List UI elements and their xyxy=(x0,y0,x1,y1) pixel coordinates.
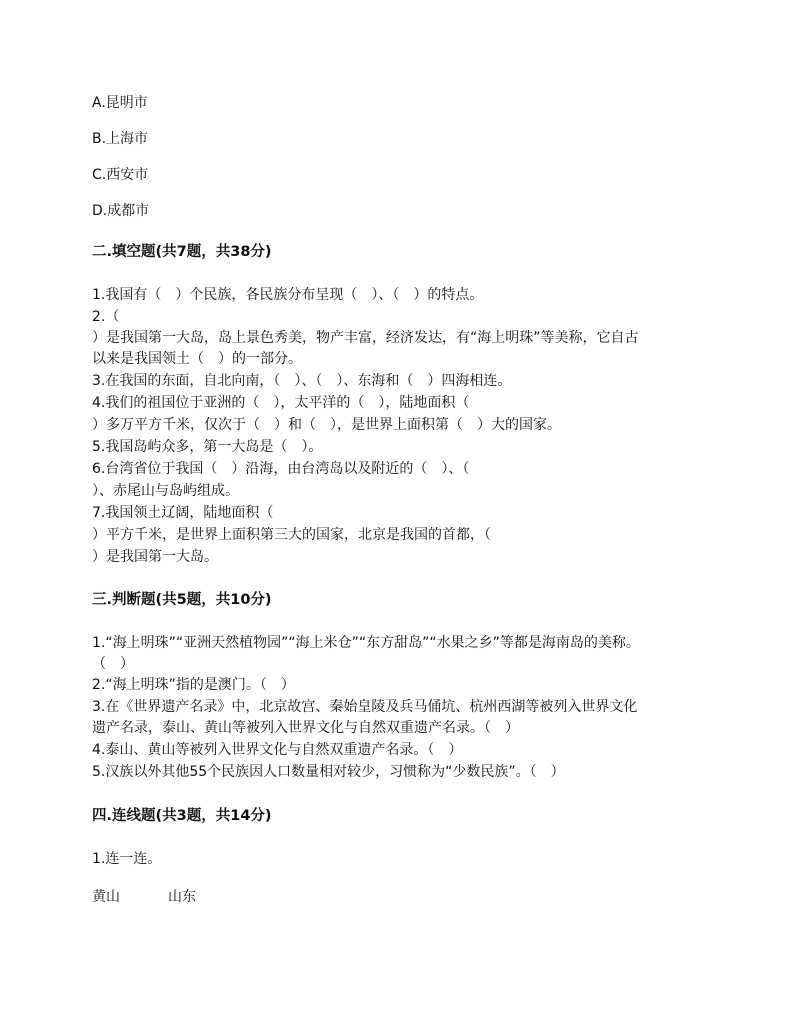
question-line: 5.汉族以外其他55个民族因人口数量相对较少，习惯称为“少数民族”。（ ） xyxy=(92,764,565,780)
question-line: 2.“海上明珠”指的是澳门。（ ） xyxy=(92,677,295,693)
question-line: 1.我国有（ ）个民族，各民族分布呈现（ ）、（ ）的特点。 xyxy=(92,287,484,303)
section-heading-true-false: 三.判断题(共5题，共10分) xyxy=(92,592,272,608)
option-b: B.上海市 xyxy=(92,131,149,147)
match-left-item: 黄山 xyxy=(92,889,120,905)
question-line: 4.我们的祖国位于亚洲的（ ），太平洋的（ ），陆地面积（ xyxy=(92,395,470,411)
match-right-item: 山东 xyxy=(168,889,196,905)
question-line: 7.我国领土辽阔，陆地面积（ xyxy=(92,505,274,521)
section-heading-matching: 四.连线题(共3题，共14分) xyxy=(92,808,272,824)
question-line: （ ） xyxy=(92,656,134,672)
option-c: C.西安市 xyxy=(92,167,149,183)
question-line: ）、赤尾山与岛屿组成。 xyxy=(92,483,239,499)
question-line: 4.泰山、黄山等被列入世界文化与自然双重遗产名录。（ ） xyxy=(92,742,463,758)
question-line: ）是我国第一大岛。 xyxy=(92,549,218,565)
question-line: ）多万平方千米，仅次于（ ）和（ ），是世界上面积第（ ）大的国家。 xyxy=(92,417,561,433)
question-line: ）是我国第一大岛，岛上景色秀美，物产丰富，经济发达，有“海上明珠”等美称，它自古 xyxy=(92,330,639,346)
question-line: ）平方千米，是世界上面积第三大的国家，北京是我国的首都，（ xyxy=(92,527,491,543)
question-line: 5.我国岛屿众多，第一大岛是（ ）。 xyxy=(92,439,323,455)
question-line: 3.在我国的东面，自北向南，（ ）、（ ）、东海和（ ）四海相连。 xyxy=(92,373,512,389)
question-line: 1.“海上明珠”“亚洲天然植物园”“海上米仓”“东方甜岛”“水果之乡”等都是海南岛的美称。 xyxy=(92,635,640,651)
matching-question: 1.连一连。 xyxy=(92,851,162,867)
question-line: 6.台湾省位于我国（ ）沿海，由台湾岛以及附近的（ ）、（ xyxy=(92,461,470,477)
option-a: A.昆明市 xyxy=(92,95,148,111)
section-heading-fill-blank: 二.填空题(共7题，共38分) xyxy=(92,244,272,260)
option-d: D.成都市 xyxy=(92,203,150,219)
question-line: 3.在《世界遗产名录》中，北京故宫、秦始皇陵及兵马俑坑、杭州西湖等被列入世界文化 xyxy=(92,699,638,715)
question-line: 以来是我国领土（ ）的一部分。 xyxy=(92,351,302,367)
question-line: 遗产名录，泰山、黄山等被列入世界文化与自然双重遗产名录。（ ） xyxy=(92,720,519,736)
question-line: 2.（ xyxy=(92,309,120,325)
